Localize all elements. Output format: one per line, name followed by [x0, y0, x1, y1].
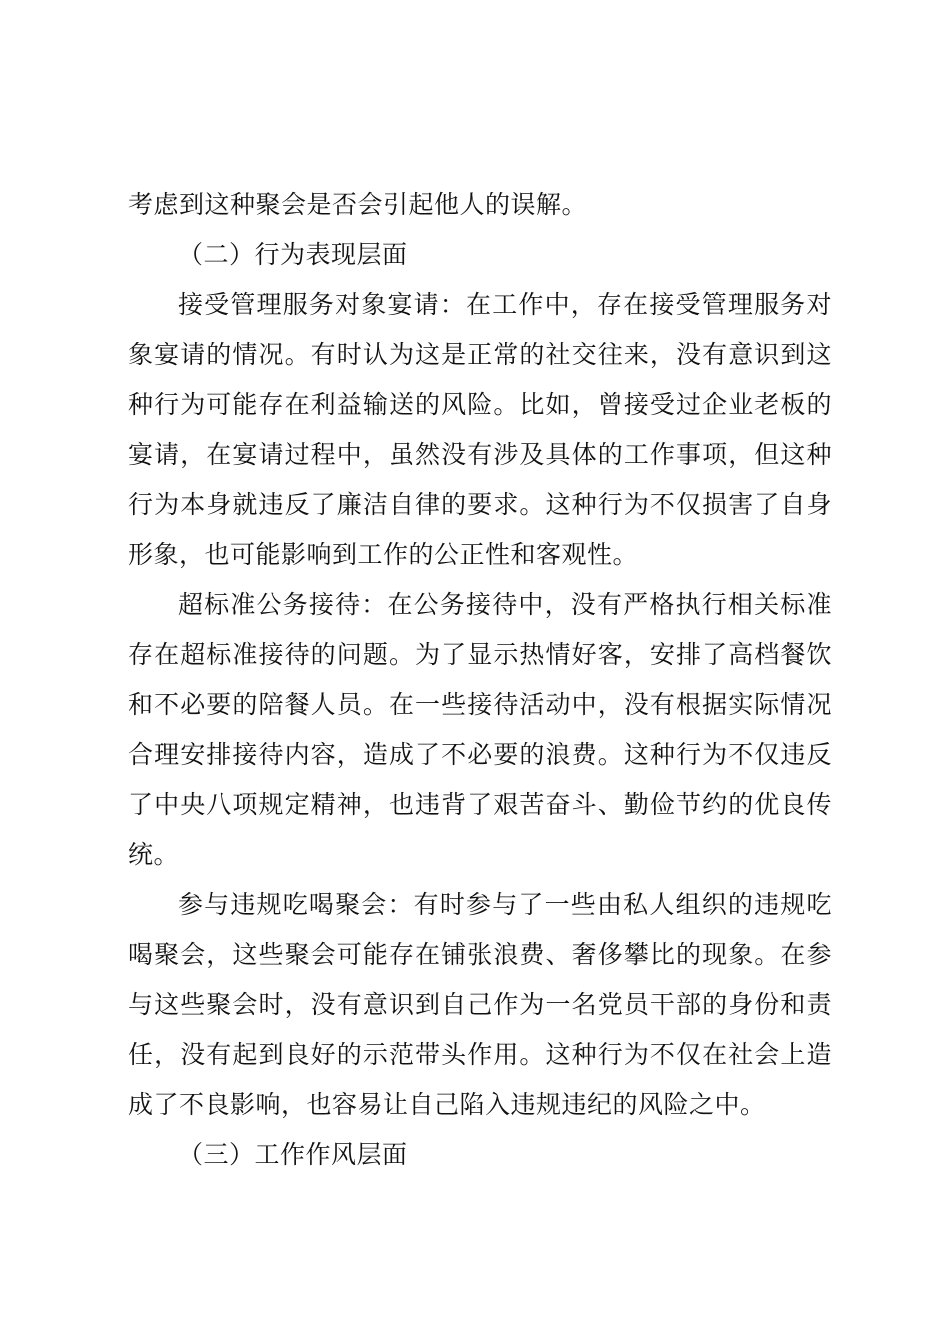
document-body [128, 180, 832, 1180]
paragraph-banquet: 接受管理服务对象宴请：在工作中，存在接受管理服务对象宴请的情况。有时认为这是正常的社交往来，没有意识到这种行为可能存在利益输送的风险。比如，曾接受过企业老板的宴请，在宴请过程中，虽然没有涉及具体的工作事项，但这种行为本身就违反了廉洁自律的要求。这种行为不仅损害了自身形象，也可能影响到工作的公正性和客观性。 [128, 290, 832, 569]
section-heading-work-style: （三）工作作风层面 [178, 1140, 408, 1169]
paragraph-gathering: 参与违规吃喝聚会：有时参与了一些由私人组织的违规吃喝聚会，这些聚会可能存在铺张浪费、奢侈攀比的现象。在参与这些聚会时，没有意识到自己作为一名党员干部的身份和责任，没有起到良好的示范带头作用。这种行为不仅在社会上造成了不良影响，也容易让自己陷入违规违纪的风险之中。 [128, 890, 832, 1119]
section-heading-behavior: （二）行为表现层面 [178, 240, 408, 269]
paragraph-reception: 超标准公务接待：在公务接待中，没有严格执行相关标准存在超标准接待的问题。为了显示热情好客，安排了高档餐饮和不必要的陪餐人员。在一些接待活动中，没有根据实际情况合理安排接待内容，造成了不必要的浪费。这种行为不仅违反了中央八项规定精神，也违背了艰苦奋斗、勤俭节约的优良传统。 [128, 590, 832, 869]
paragraph-continuation: 考虑到这种聚会是否会引起他人的误解。 [128, 190, 588, 219]
